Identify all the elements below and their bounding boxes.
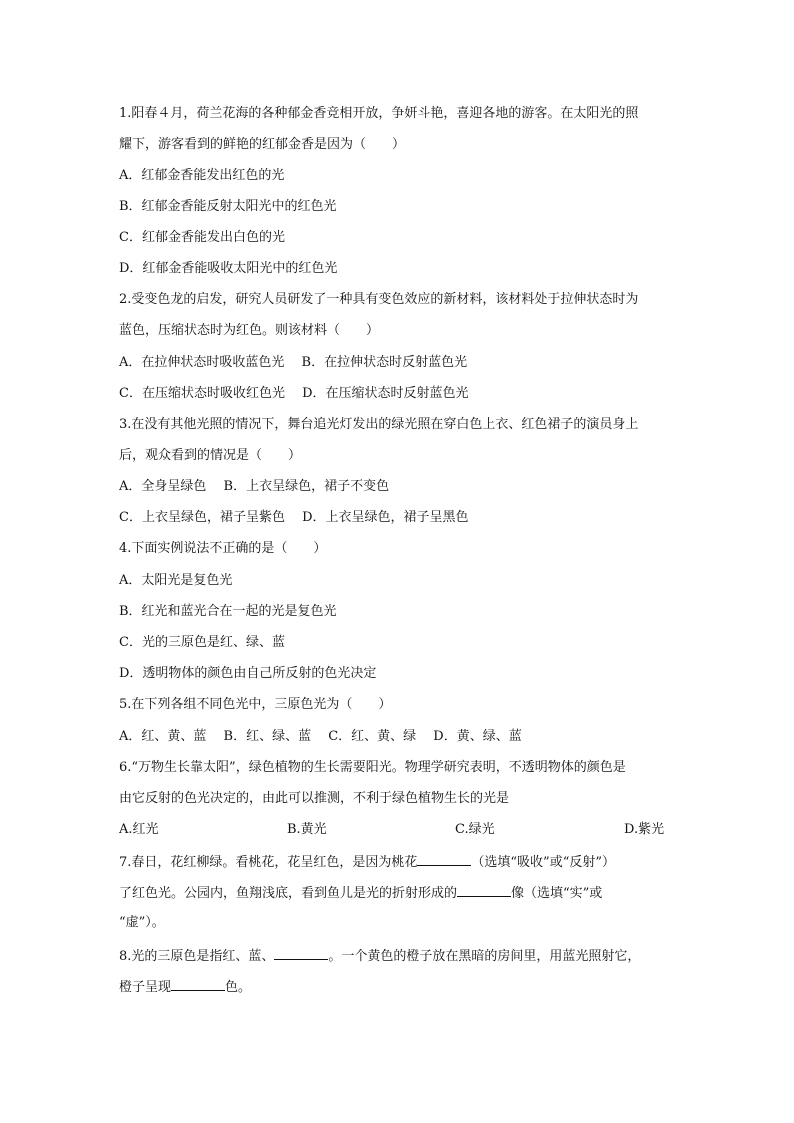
q6-stem-line-1: 6.“万物生长靠太阳”，绿色植物的生长需要阳光。物理学研究表明，不透明物体的颜色是 (119, 760, 626, 775)
q8-text-4: 色。 (225, 980, 252, 995)
q8-line-1 (119, 947, 640, 965)
q2-options-cd: C．在压缩状态时吸收红色光 D．在压缩状态时反射蓝色光 (119, 386, 469, 401)
q2-stem-line-1: 2.受变色龙的启发，研究人员研发了一种具有变色效应的新材料，该材料处于拉伸状态时为 (119, 292, 639, 307)
q6-option-d: D.紫光 (624, 822, 665, 837)
q7-blank-1 (417, 853, 471, 866)
q7-line-3: “虚”）。 (119, 915, 165, 930)
q6-stem-line-2: 由它反射的色光决定的，由此可以推测，不利于绿色植物生长的光是 (119, 791, 510, 806)
q8-blank-2 (171, 978, 225, 991)
q4-option-b: B．红光和蓝光合在一起的光是复色光 (119, 604, 337, 619)
q7-text-2: （选填“吸收”或“反射”） (471, 855, 615, 870)
q4-option-d: D．透明物体的颜色由自己所反射的色光决定 (119, 666, 377, 681)
q8-line-2 (119, 978, 251, 996)
q7-line-1 (119, 853, 615, 871)
q4-stem: 4.下面实例说法不正确的是（ ） (119, 541, 327, 556)
q7-line-2 (119, 884, 602, 902)
q3-stem-line-1: 3.在没有其他光照的情况下，舞台追光灯发出的绿光照在穿白色上衣、红色裙子的演员身上 (119, 417, 639, 432)
q5-options: A．红、黄、蓝 B．红、绿、蓝 C．红、黄、绿 D．黄、绿、蓝 (119, 729, 522, 744)
q8-text-3: 橙子呈现 (119, 980, 172, 995)
q8-text-2: 。一个黄色的橙子放在黑暗的房间里，用蓝光照射它， (328, 949, 641, 964)
q3-options-cd: C．上衣呈绿色，裙子呈紫色 D．上衣呈绿色，裙子呈黑色 (119, 510, 469, 525)
q1-option-d: D．红郁金香能吸收太阳光中的红色光 (119, 261, 338, 276)
q1-option-a: A．红郁金香能发出红色的光 (119, 168, 285, 183)
q7-text-3: 了红色光。公园内，鱼翔浅底，看到鱼儿是光的折射形成的 (119, 886, 458, 901)
q1-stem-line-1: 1.阳春４月，荷兰花海的各种郁金香竞相开放，争妍斗艳，喜迎各地的游客。在太阳光的照 (119, 106, 639, 121)
q1-stem-line-2: 耀下，游客看到的鲜艳的红郁金香是因为（ ） (119, 137, 406, 152)
q7-text-1: 7.春日，花红柳绿。看桃花，花呈红色，是因为桃花 (119, 855, 418, 870)
q2-options-ab: A．在拉伸状态时吸收蓝色光 B．在拉伸状态时反射蓝色光 (119, 355, 468, 370)
q7-text-4: 像（选填“实”或 (511, 886, 603, 901)
q4-option-a: A．太阳光是复色光 (119, 573, 233, 588)
q7-blank-2 (457, 884, 511, 897)
q5-stem: 5.在下列各组不同色光中，三原色光为（ ） (119, 697, 392, 712)
q6-option-c: C.绿光 (455, 822, 495, 837)
q4-option-c: C．光的三原色是红、绿、蓝 (119, 635, 285, 650)
q1-option-c: C．红郁金香能发出白色的光 (119, 230, 285, 245)
q8-blank-1 (274, 947, 328, 960)
q3-options-ab: A．全身呈绿色 B．上衣呈绿色，裙子不变色 (119, 479, 390, 494)
q6-option-a: A.红光 (119, 822, 159, 837)
q6-option-b: B.黄光 (287, 822, 327, 837)
q3-stem-line-2: 后，观众看到的情况是（ ） (119, 448, 302, 463)
q2-stem-line-2: 蓝色，压缩状态时为红色。则该材料（ ） (119, 323, 380, 338)
q8-text-1: 8.光的三原色是指红、蓝、 (119, 949, 275, 964)
q1-option-b: B．红郁金香能反射太阳光中的红色光 (119, 199, 337, 214)
